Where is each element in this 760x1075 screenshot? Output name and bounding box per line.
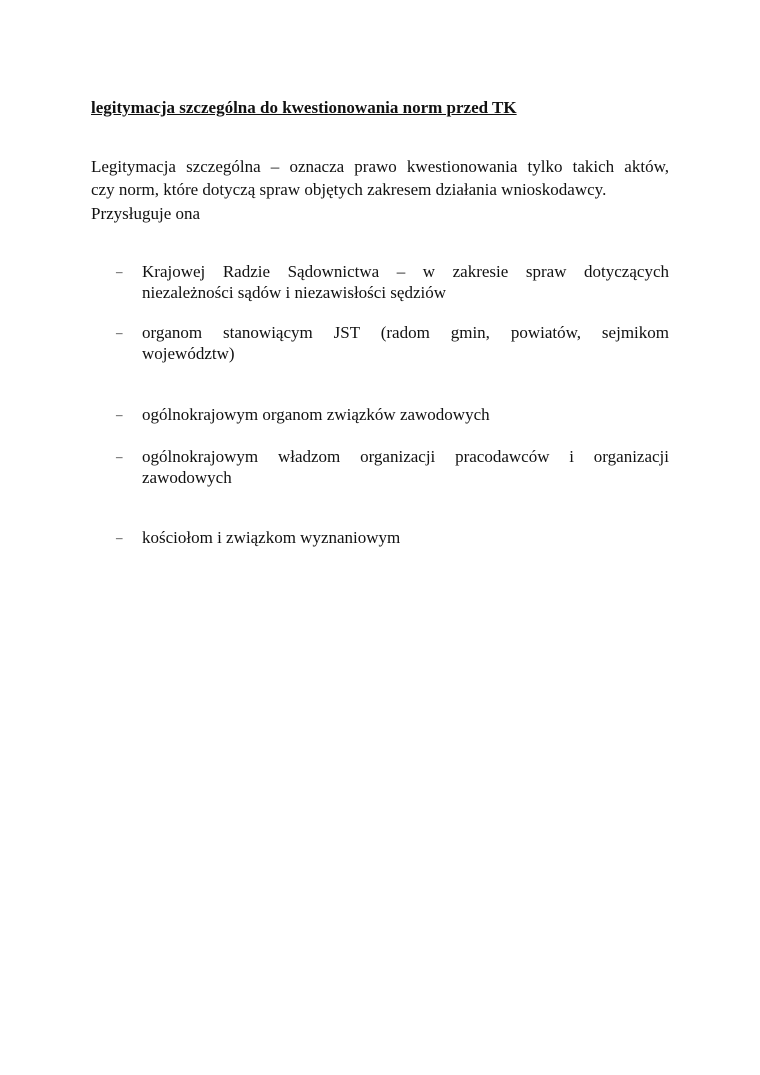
bullet-dash: – [116, 407, 123, 422]
intro-paragraph [91, 155, 669, 201]
document-title: legitymacja szczególna do kwestionowania norm przed TK [91, 98, 517, 117]
list-item-text [142, 261, 669, 303]
intro-line-2: czy norm, które dotyczą spraw objętych zakresem działania wnioskodawcy. [91, 180, 607, 199]
bullet-dash: – [116, 449, 123, 464]
bullet-dash: – [116, 264, 123, 279]
list-item-line-1: ogólnokrajowym organom związków zawodowych [142, 405, 490, 424]
list-item-line-1: Krajowej Radzie Sądownictwa – w zakresie spraw dotyczących [142, 262, 669, 281]
list-item-line-2: województw) [142, 344, 235, 363]
list-item-line-2: niezależności sądów i niezawisłości sędziów [142, 283, 447, 302]
list-item-line-1: organom stanowiącym JST (radom gmin, powiatów, sejmikom [142, 323, 669, 342]
bullet-dash: – [116, 530, 123, 545]
list-item-text [142, 527, 669, 548]
list-item-text [142, 446, 669, 488]
list-item-line-1: ogólnokrajowym władzom organizacji pracodawców i organizacji [142, 447, 669, 466]
bullet-dash: – [116, 325, 123, 340]
list-item-text [142, 404, 669, 425]
przysluguje-paragraph: Przysługuje ona [91, 204, 201, 223]
list-item-line-1: kościołom i związkom wyznaniowym [142, 528, 401, 547]
list-item-text [142, 322, 669, 364]
intro-line-1: Legitymacja szczególna – oznacza prawo kwestionowania tylko takich aktów, [91, 157, 669, 176]
list-item-line-2: zawodowych [142, 468, 232, 487]
